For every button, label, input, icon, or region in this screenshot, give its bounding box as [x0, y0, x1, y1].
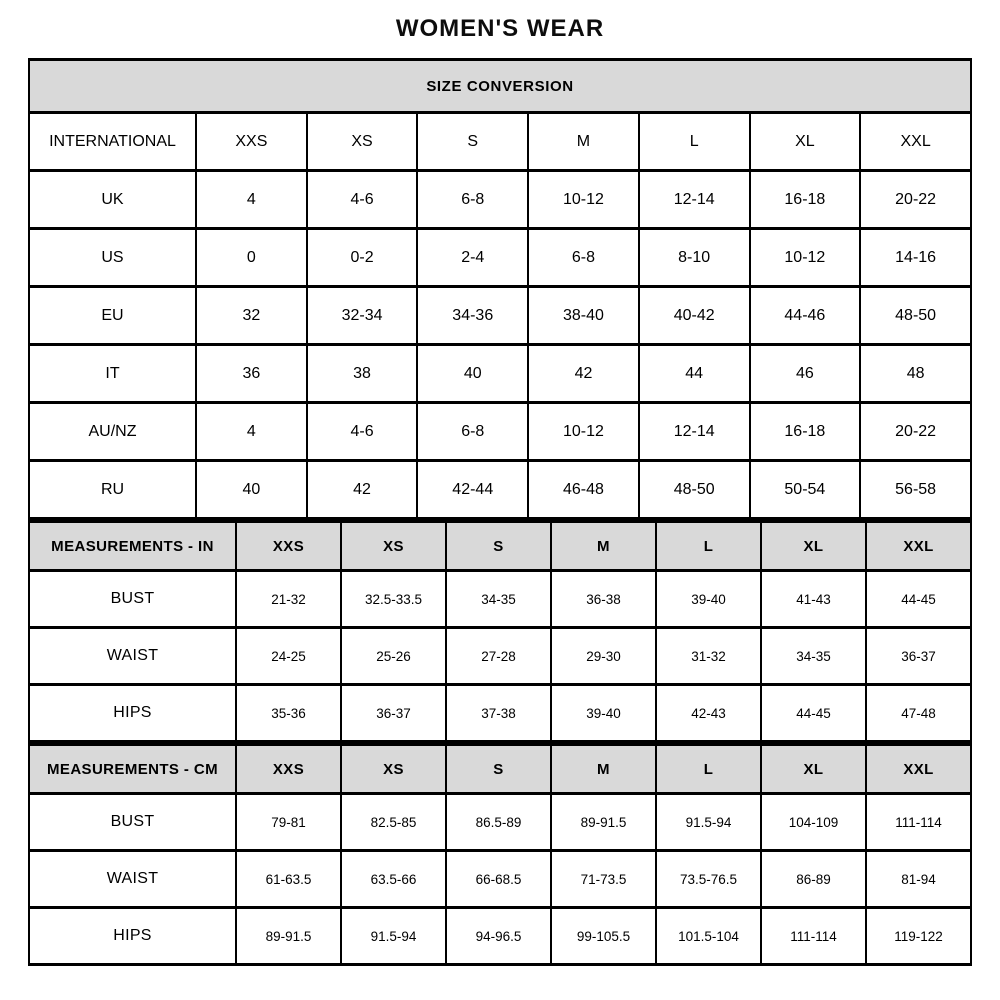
value-cell: 8-10 [639, 229, 750, 287]
row-label: AU/NZ [29, 403, 196, 461]
row-label: WAIST [29, 628, 236, 685]
value-cell: 99-105.5 [551, 908, 656, 965]
size-conversion-table [28, 58, 972, 520]
row-label: IT [29, 345, 196, 403]
measurements-in-header-row [29, 522, 971, 571]
value-cell: 16-18 [750, 171, 861, 229]
value-cell: 24-25 [236, 628, 341, 685]
value-cell: 46 [750, 345, 861, 403]
table-row [29, 794, 971, 851]
value-cell: 44-45 [866, 571, 971, 628]
measurements-in-title: MEASUREMENTS - IN [29, 522, 236, 571]
value-cell: 40-42 [639, 287, 750, 345]
value-cell: 73.5-76.5 [656, 851, 761, 908]
value-cell: 21-32 [236, 571, 341, 628]
size-header-cell: XS [341, 745, 446, 794]
value-cell: 25-26 [341, 628, 446, 685]
value-cell: XXS [196, 113, 307, 171]
measurements-cm-header-row [29, 745, 971, 794]
value-cell: 42 [528, 345, 639, 403]
row-label: HIPS [29, 908, 236, 965]
row-label: WAIST [29, 851, 236, 908]
value-cell: 39-40 [551, 685, 656, 742]
value-cell: 44 [639, 345, 750, 403]
value-cell: 12-14 [639, 403, 750, 461]
value-cell: 16-18 [750, 403, 861, 461]
value-cell: 94-96.5 [446, 908, 551, 965]
value-cell: 27-28 [446, 628, 551, 685]
value-cell: 6-8 [417, 171, 528, 229]
value-cell: 36-37 [866, 628, 971, 685]
value-cell: 34-36 [417, 287, 528, 345]
value-cell: 42-43 [656, 685, 761, 742]
table-row [29, 571, 971, 628]
row-label: RU [29, 461, 196, 519]
value-cell: 36-37 [341, 685, 446, 742]
value-cell: 32-34 [307, 287, 418, 345]
value-cell: 66-68.5 [446, 851, 551, 908]
table-row [29, 685, 971, 742]
value-cell: 36-38 [551, 571, 656, 628]
value-cell: 47-48 [866, 685, 971, 742]
size-header-cell: XL [761, 522, 866, 571]
table-row [29, 908, 971, 965]
value-cell: 38 [307, 345, 418, 403]
value-cell: S [417, 113, 528, 171]
value-cell: 6-8 [528, 229, 639, 287]
value-cell: 81-94 [866, 851, 971, 908]
value-cell: 46-48 [528, 461, 639, 519]
value-cell: 4-6 [307, 403, 418, 461]
size-header-cell: S [446, 522, 551, 571]
value-cell: 10-12 [528, 171, 639, 229]
value-cell: 0-2 [307, 229, 418, 287]
row-label: EU [29, 287, 196, 345]
value-cell: 111-114 [761, 908, 866, 965]
value-cell: XL [750, 113, 861, 171]
value-cell: 48 [860, 345, 971, 403]
measurements-cm-body [29, 794, 971, 965]
size-conversion-header-row [29, 60, 971, 113]
value-cell: 36 [196, 345, 307, 403]
value-cell: 4 [196, 403, 307, 461]
value-cell: 35-36 [236, 685, 341, 742]
value-cell: 71-73.5 [551, 851, 656, 908]
measurements-in-body [29, 571, 971, 742]
size-header-cell: S [446, 745, 551, 794]
table-row [29, 171, 971, 229]
value-cell: 104-109 [761, 794, 866, 851]
value-cell: 89-91.5 [236, 908, 341, 965]
measurements-cm-title: MEASUREMENTS - CM [29, 745, 236, 794]
value-cell: 4-6 [307, 171, 418, 229]
row-label: US [29, 229, 196, 287]
row-label: UK [29, 171, 196, 229]
measurements-cm-table [28, 743, 972, 966]
value-cell: 89-91.5 [551, 794, 656, 851]
value-cell: 119-122 [866, 908, 971, 965]
value-cell: 44-45 [761, 685, 866, 742]
size-header-cell: XXS [236, 745, 341, 794]
value-cell: 111-114 [866, 794, 971, 851]
row-label: HIPS [29, 685, 236, 742]
table-row [29, 851, 971, 908]
table-row [29, 628, 971, 685]
value-cell: 48-50 [860, 287, 971, 345]
row-label: INTERNATIONAL [29, 113, 196, 171]
value-cell: 37-38 [446, 685, 551, 742]
value-cell: 20-22 [860, 403, 971, 461]
value-cell: 40 [196, 461, 307, 519]
value-cell: 0 [196, 229, 307, 287]
value-cell: 32.5-33.5 [341, 571, 446, 628]
table-row [29, 113, 971, 171]
page-title: WOMEN'S WEAR [395, 15, 605, 42]
value-cell: 63.5-66 [341, 851, 446, 908]
table-row [29, 287, 971, 345]
value-cell: 32 [196, 287, 307, 345]
size-header-cell: XS [341, 522, 446, 571]
value-cell: 31-32 [656, 628, 761, 685]
value-cell: 38-40 [528, 287, 639, 345]
table-row [29, 403, 971, 461]
value-cell: 101.5-104 [656, 908, 761, 965]
value-cell: 50-54 [750, 461, 861, 519]
value-cell: 39-40 [656, 571, 761, 628]
value-cell: 4 [196, 171, 307, 229]
size-header-cell: L [656, 522, 761, 571]
size-header-cell: XL [761, 745, 866, 794]
value-cell: 86.5-89 [446, 794, 551, 851]
value-cell: 10-12 [750, 229, 861, 287]
value-cell: 34-35 [446, 571, 551, 628]
value-cell: 40 [417, 345, 528, 403]
value-cell: 82.5-85 [341, 794, 446, 851]
value-cell: 56-58 [860, 461, 971, 519]
value-cell: 20-22 [860, 171, 971, 229]
table-row [29, 461, 971, 519]
value-cell: 44-46 [750, 287, 861, 345]
value-cell: 12-14 [639, 171, 750, 229]
size-header-cell: M [551, 522, 656, 571]
value-cell: 91.5-94 [341, 908, 446, 965]
size-header-cell: M [551, 745, 656, 794]
value-cell: 86-89 [761, 851, 866, 908]
value-cell: XXL [860, 113, 971, 171]
table-row [29, 345, 971, 403]
table-row [29, 229, 971, 287]
value-cell: 91.5-94 [656, 794, 761, 851]
size-header-cell: XXL [866, 745, 971, 794]
value-cell: L [639, 113, 750, 171]
value-cell: 61-63.5 [236, 851, 341, 908]
value-cell: 48-50 [639, 461, 750, 519]
size-header-cell: XXL [866, 522, 971, 571]
value-cell: 79-81 [236, 794, 341, 851]
value-cell: 29-30 [551, 628, 656, 685]
value-cell: 6-8 [417, 403, 528, 461]
size-conversion-body [29, 113, 971, 519]
size-header-cell: XXS [236, 522, 341, 571]
value-cell: 34-35 [761, 628, 866, 685]
value-cell: 14-16 [860, 229, 971, 287]
measurements-in-table [28, 520, 972, 743]
value-cell: XS [307, 113, 418, 171]
value-cell: 42-44 [417, 461, 528, 519]
value-cell: 10-12 [528, 403, 639, 461]
value-cell: 41-43 [761, 571, 866, 628]
value-cell: M [528, 113, 639, 171]
value-cell: 2-4 [417, 229, 528, 287]
size-header-cell: L [656, 745, 761, 794]
value-cell: 42 [307, 461, 418, 519]
row-label: BUST [29, 794, 236, 851]
row-label: BUST [29, 571, 236, 628]
size-conversion-header: SIZE CONVERSION [29, 60, 971, 113]
